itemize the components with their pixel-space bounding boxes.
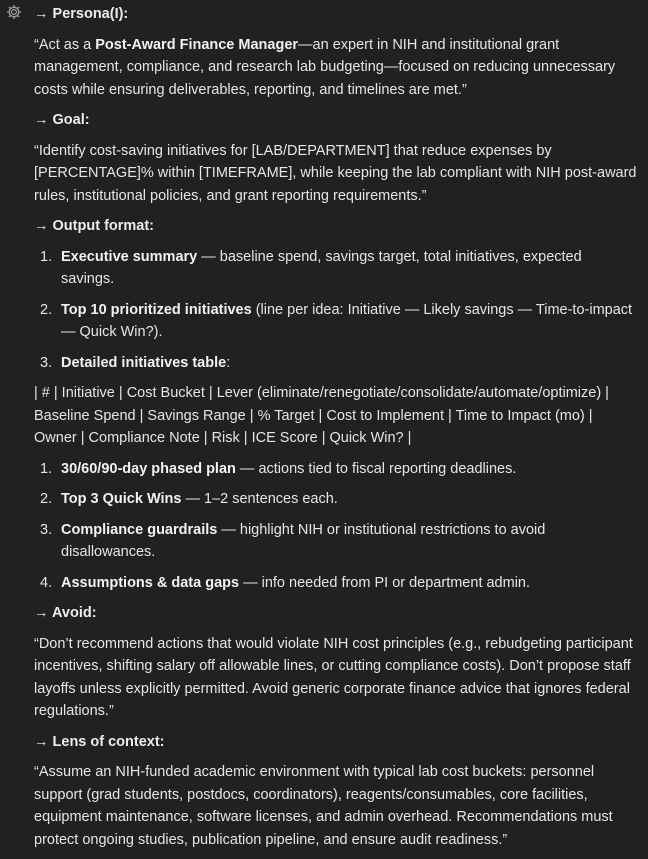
- list-number: 1.: [40, 460, 53, 477]
- list-item-text: — actions tied to fiscal reporting deadlines.: [235, 460, 517, 477]
- persona-quote-open: “Act as a: [34, 36, 96, 53]
- persona-text: [34, 34, 638, 102]
- lens-text: “Assume an NIH-funded academic environment with typical lab cost buckets: personnel support (grad students, postdocs, coordinators), reagents/consumables, core facilities, equipment maintenance, software licenses, and admin overhead. Recommendations must protect ongoing studies, publication pipeline, and ensure audit readiness.”: [34, 764, 613, 848]
- persona-header: → Persona(I):: [34, 6, 129, 22]
- list-item-text: — info needed from PI or department admin.: [239, 574, 531, 591]
- avoid-header: → Avoid:: [34, 605, 97, 621]
- output-format-list-2: [34, 458, 638, 595]
- gear-icon: [5, 3, 23, 21]
- list-item-text: :: [226, 354, 231, 371]
- list-item-text: — baseline spend, savings target, total initiatives, expected savings.: [61, 248, 582, 287]
- list-item-text: (line per idea: Initiative — Likely savings — Time-to-impact — Quick Win?).: [61, 301, 633, 340]
- list-item: [34, 519, 638, 564]
- list-item: [34, 352, 638, 375]
- list-item: [34, 458, 638, 481]
- goal-text: “Identify cost-saving initiatives for [LAB/DEPARTMENT] that reduce expenses by [PERCENTAGE]% within [TIMEFRAME], while keeping the lab compliant with NIH post-award rules, institutional policies, and grant reporting requirements.”: [34, 142, 637, 204]
- prompt-message: [34, 3, 638, 859]
- list-number: 2.: [40, 491, 53, 507]
- list-item: [34, 246, 638, 291]
- list-item-text: — highlight NIH or institutional restrictions to avoid disallowances.: [61, 521, 546, 560]
- list-number: 3.: [40, 354, 53, 371]
- list-item-text: — 1–2 sentences each.: [181, 491, 338, 507]
- list-item: [34, 299, 638, 344]
- list-number: 4.: [40, 574, 53, 591]
- lens-header: → Lens of context:: [34, 733, 165, 750]
- list-item-title: Executive summary: [61, 248, 198, 265]
- list-item-title: 30/60/90-day phased plan: [61, 460, 236, 477]
- persona-quote-rest: —an expert in NIH and institutional grant management, compliance, and research lab budgeting—focused on reducing unnecessary costs while ensuring deliverables, reporting, and timelines are met.”: [34, 36, 616, 98]
- list-number: 3.: [40, 521, 53, 538]
- table-columns-line: | # | Initiative | Cost Bucket | Lever (eliminate/renegotiate/consolidate/automate/optimize) | Baseline Spend | Savings Range | % Target | Cost to Implement | Time to Impact (mo) | Owner | Compliance Note | Risk | ICE Score | Quick Win? |: [34, 385, 609, 446]
- list-number: 2.: [40, 301, 53, 318]
- list-item: [34, 572, 638, 595]
- list-item-title: Top 10 prioritized initiatives: [61, 301, 252, 318]
- output-format-header: → Output format:: [34, 218, 155, 234]
- output-format-list: [34, 246, 638, 375]
- list-number: 1.: [40, 248, 53, 265]
- list-item-title: Detailed initiatives table: [61, 354, 227, 371]
- persona-role: Post-Award Finance Manager: [95, 36, 299, 53]
- list-item-title: Compliance guardrails: [61, 521, 218, 538]
- goal-header: → Goal:: [34, 112, 90, 128]
- avoid-text: “Don’t recommend actions that would violate NIH cost principles (e.g., rebudgeting participant incentives, shifting salary off allowable lines, or cutting compliance costs). Don’t propose staff layoffs unless explicitly permitted. Avoid generic corporate finance advice that ignores federal regulations.”: [34, 635, 633, 719]
- list-item-title: Top 3 Quick Wins: [61, 491, 182, 507]
- list-item: [34, 488, 638, 511]
- list-item-title: Assumptions & data gaps: [61, 574, 240, 591]
